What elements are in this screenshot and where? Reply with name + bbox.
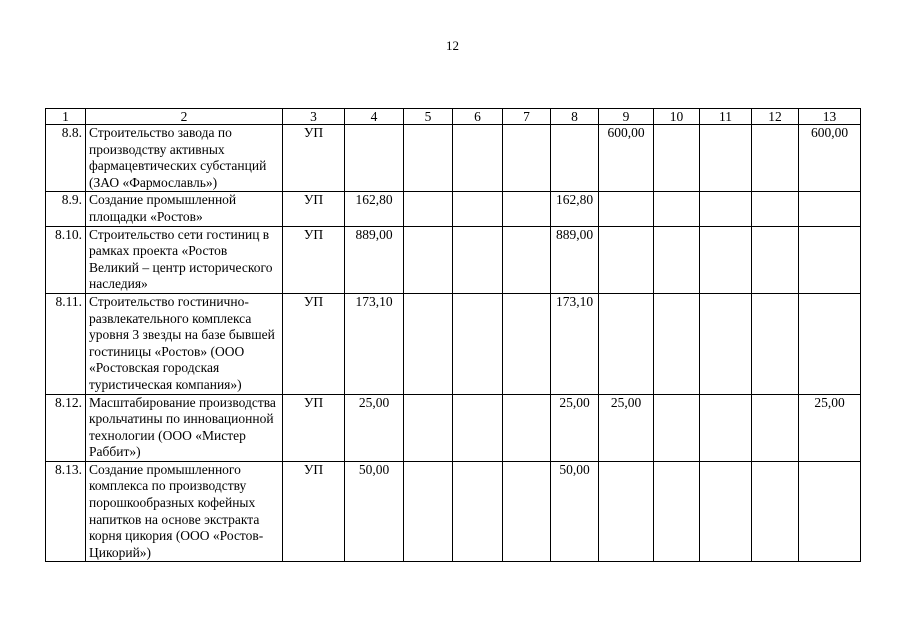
table-cell: 162,80 [551,192,599,226]
table-cell [599,192,654,226]
table-cell: 600,00 [799,125,861,192]
table-cell: 50,00 [551,461,599,562]
column-header: 4 [345,109,404,125]
table-row [46,226,861,293]
table-cell [404,192,453,226]
table-cell [503,394,551,461]
row-description: Строительство завода по производству активных фармацевтических субстанций (ЗАО «Фармославль») [86,125,283,192]
table-cell [752,192,799,226]
header-row [46,109,861,125]
table-cell: УП [283,226,345,293]
table-cell [654,293,700,394]
row-description: Строительство сети гостиниц в рамках проекта «Ростов Великий – центр исторического наследия» [86,226,283,293]
table-cell [654,394,700,461]
table-cell [700,293,752,394]
table-row [46,125,861,192]
table-cell [599,293,654,394]
table-cell: 25,00 [345,394,404,461]
table-cell: 889,00 [345,226,404,293]
row-description: Масштабирование производства крольчатины по инновационной технологии (ООО «Мистер Раббит») [86,394,283,461]
table-cell [700,125,752,192]
table-cell [551,125,599,192]
table-cell [345,125,404,192]
table-cell: 889,00 [551,226,599,293]
row-number: 8.8. [46,125,86,192]
table-cell: УП [283,394,345,461]
table-cell [404,394,453,461]
table-cell [799,192,861,226]
table-cell [700,226,752,293]
row-description: Создание промышленного комплекса по производству порошкообразных кофейных напитков на основе экстракта корня цикория (ООО «Ростов-Цикорий») [86,461,283,562]
row-number: 8.10. [46,226,86,293]
row-number: 8.12. [46,394,86,461]
table-cell [654,125,700,192]
table-cell [799,461,861,562]
table-cell [752,394,799,461]
table-cell [752,461,799,562]
table-cell [503,192,551,226]
column-header: 10 [654,109,700,125]
table-cell [503,293,551,394]
table-cell: УП [283,125,345,192]
row-number: 8.13. [46,461,86,562]
table-cell [404,226,453,293]
table-cell: 25,00 [551,394,599,461]
row-description: Строительство гостинично-развлекательного комплекса уровня 3 звезды на базе бывшей гостиницы «Ростов» (ООО «Ростовская городская туристическая компания») [86,293,283,394]
table-cell: 600,00 [599,125,654,192]
table-cell [799,293,861,394]
table-cell [404,461,453,562]
table-cell: УП [283,461,345,562]
table-row [46,394,861,461]
table-cell [752,125,799,192]
table-cell [453,226,503,293]
table-row [46,192,861,226]
table-cell [453,192,503,226]
table-cell: 25,00 [599,394,654,461]
table-cell [700,192,752,226]
table-cell [654,461,700,562]
page-number: 12 [446,38,459,53]
column-header: 11 [700,109,752,125]
column-header: 8 [551,109,599,125]
table-cell [404,293,453,394]
row-number: 8.9. [46,192,86,226]
table-cell [599,226,654,293]
table-cell [700,461,752,562]
column-header: 3 [283,109,345,125]
table-cell: 25,00 [799,394,861,461]
table-cell: 173,10 [345,293,404,394]
table-cell: 50,00 [345,461,404,562]
table-cell [404,125,453,192]
column-header: 5 [404,109,453,125]
table-cell [503,226,551,293]
table-cell: УП [283,293,345,394]
column-header: 12 [752,109,799,125]
table-cell [453,394,503,461]
table-cell [654,192,700,226]
table-cell [752,226,799,293]
table-cell [752,293,799,394]
table-cell [799,226,861,293]
column-header: 1 [46,109,86,125]
column-header: 9 [599,109,654,125]
table-cell: УП [283,192,345,226]
row-number: 8.11. [46,293,86,394]
table-cell [654,226,700,293]
table-cell: 173,10 [551,293,599,394]
table-cell [599,461,654,562]
table-cell [453,461,503,562]
column-header: 13 [799,109,861,125]
column-header: 2 [86,109,283,125]
table-row [46,461,861,562]
table-cell [453,293,503,394]
table-cell [503,461,551,562]
table-cell [700,394,752,461]
row-description: Создание промышленной площадки «Ростов» [86,192,283,226]
data-table [45,108,861,562]
table-row [46,293,861,394]
table-cell [453,125,503,192]
table-cell [503,125,551,192]
column-header: 6 [453,109,503,125]
table-cell: 162,80 [345,192,404,226]
column-header: 7 [503,109,551,125]
